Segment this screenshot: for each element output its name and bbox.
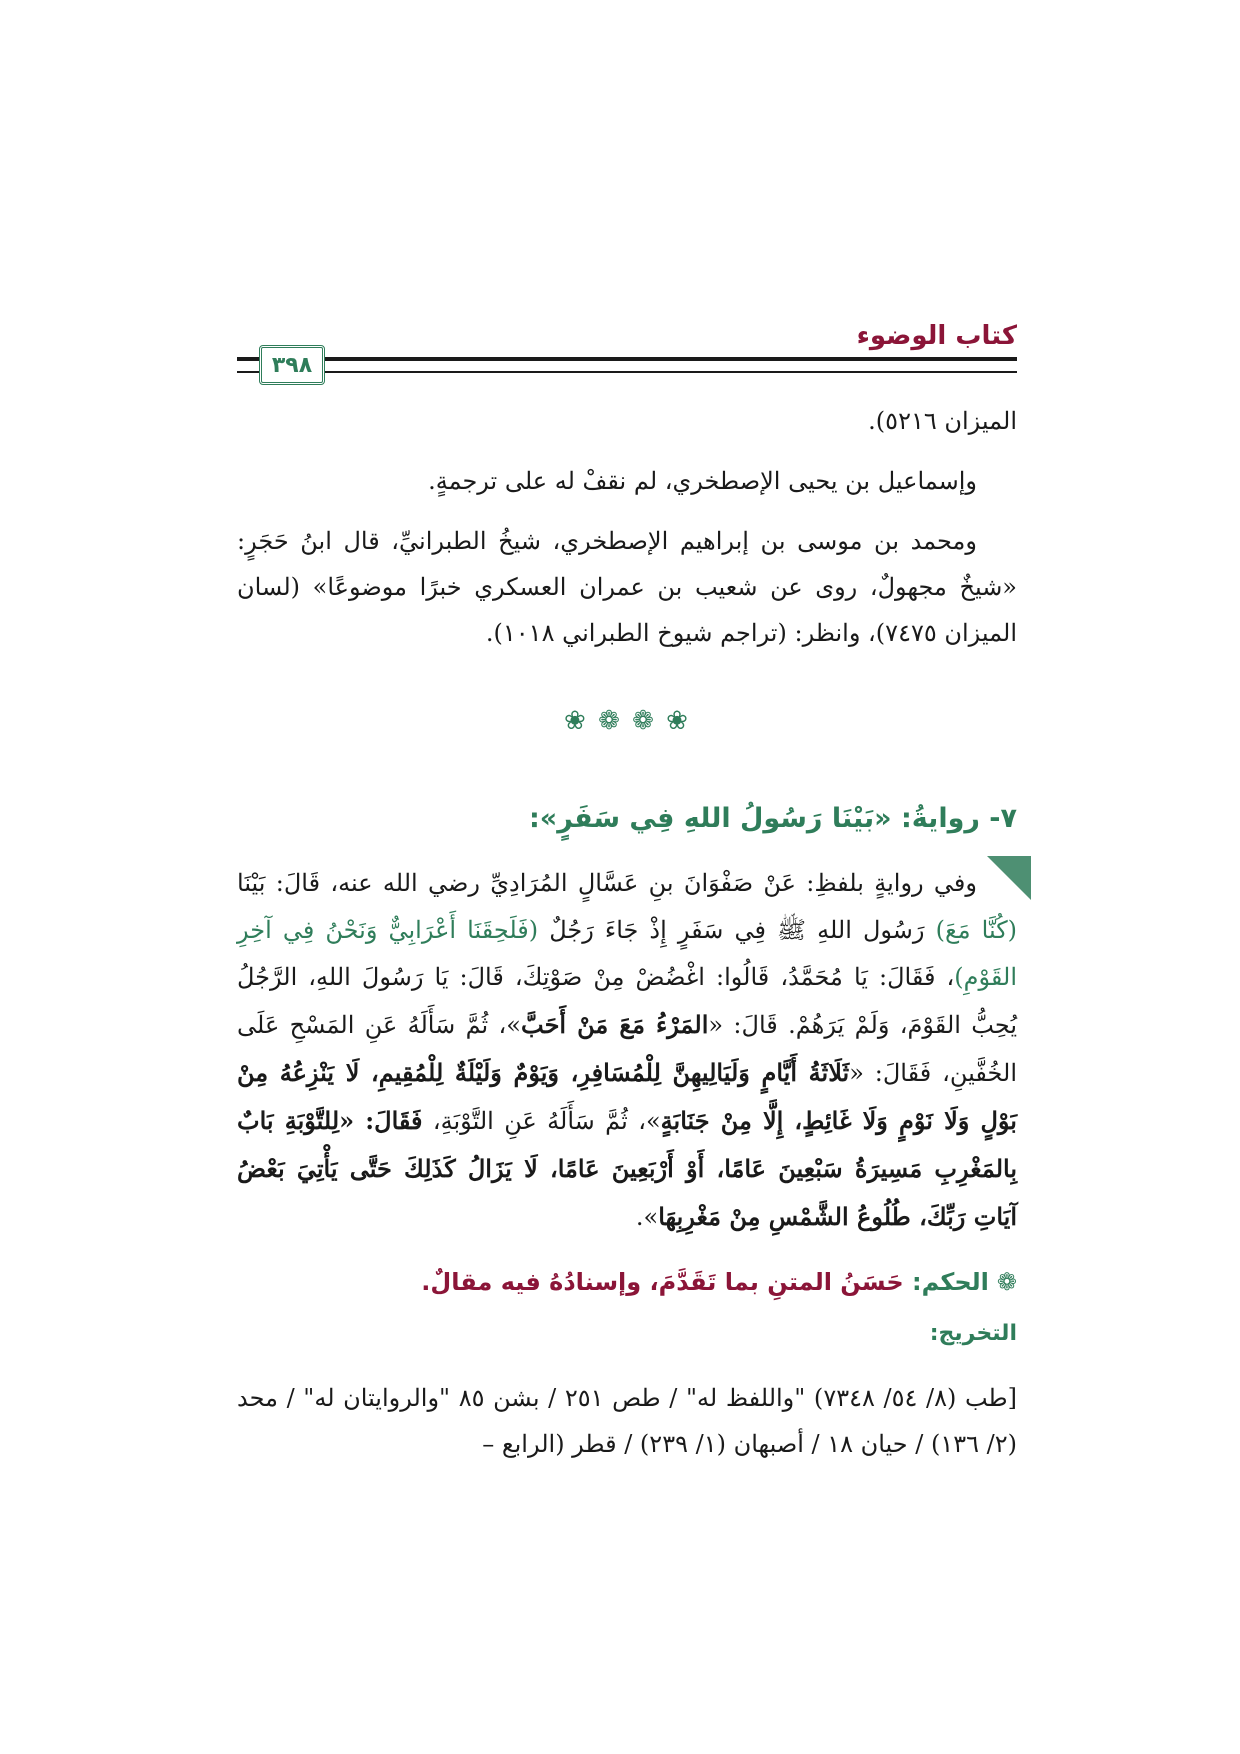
hadith-segment: ، فَقَالَ: يَا مُحَمَّدُ، قَالُوا: اغْضُضْ مِنْ صَوْتِكَ، قَالَ: يَا رَسُولَ اللهِ، الرَّجُلُ يُحِبُّ القَوْمَ، وَلَمْ يَرَهُمْ. قَالَ: « xyxy=(237,963,1018,1039)
hadith-variant: (فَلَحِقَنَا أَعْرَابِيٌّ وَنَحْنُ فِي آخِرِ القَوْمِ) xyxy=(237,916,1017,991)
hadith-segment: »، ثُمَّ سَأَلَهُ عَنِ التَّوْبَةِ، xyxy=(422,1107,661,1135)
hadith-text xyxy=(237,860,1017,1241)
page-number-badge: ٣٩٨ xyxy=(259,345,325,385)
ruling-label: الحكم: xyxy=(911,1268,989,1296)
takhrij-heading: التخريج: xyxy=(929,1321,1017,1346)
hadith-paragraph xyxy=(237,860,1017,1241)
page-content xyxy=(237,398,1017,1467)
prophetic-saying: فَقَالَ: «لِلتَّوْبَةِ بَابٌ بِالمَغْرِبِ مَسِيرَةُ سَبْعِينَ عَامًا، أَوْ أَرْبَعِينَ عَامًا، لَا يَزَالُ كَذَلِكَ حَتَّى يَأْتِيَ بَعْضُ آيَاتِ رَبِّكَ، طُلُوعُ الشَّمْسِ مِنْ مَغْرِبِهَا xyxy=(237,1106,1017,1231)
hadith-segment: وفي روايةٍ بلفظِ: عَنْ صَفْوَانَ بنِ عَسَّالٍ المُرَادِيِّ رضي الله عنه، قَالَ: بَيْنَا xyxy=(237,869,977,897)
ruling xyxy=(237,1259,1017,1305)
prophetic-saying: المَرْءُ مَعَ مَنْ أَحَبَّ xyxy=(521,1010,709,1039)
ruling-text: حَسَنُ المتنِ بما تَقَدَّمَ، وإسنادُهُ فيه مقالٌ. xyxy=(421,1268,912,1296)
flower-icon: ❁ xyxy=(996,1268,1017,1296)
header-divider xyxy=(237,357,1017,373)
takhrij-text: [طب (٨/ ٥٤/ ٧٣٤٨) "واللفظ له" / طص ٢٥١ / بشن ٨٥ "والروايتان له" / محد (٢/ ١٣٦) / حيان ١٨ / أصبهان (١/ ٢٣٩) / قطر (الرابع – xyxy=(237,1384,1018,1458)
hadith-segment: »، ثُمَّ سَأَلَهُ عَنِ المَسْحِ عَلَى الخُفَّينِ، فَقَالَ: « xyxy=(237,1011,1017,1087)
paragraph: وإسماعيل بن يحيى الإصطخري، لم نقفْ له على ترجمةٍ. xyxy=(428,467,977,495)
hadith-segment: رَسُول اللهِ ﷺ فِي سَفَرٍ إِذْ جَاءَ رَجُلٌ xyxy=(538,916,936,944)
paragraph: ومحمد بن موسى بن إبراهيم الإصطخري، شيخُ الطبرانيِّ، قال ابنُ حَجَرٍ: «شيخٌ مجهولٌ، روى عن شعيب بن عمران العسكري خبرًا موضوعًا» (لسان الميزان ٧٤٧٥)، وانظر: (تراجم شيوخ الطبراني ١٠١٨). xyxy=(237,527,1017,647)
page-header xyxy=(237,315,1017,385)
corner-ornament-icon xyxy=(987,856,1031,900)
book-title: كتاب الوضوء xyxy=(856,321,1017,351)
section-heading: ٧- روايةُ: «بَيْنَا رَسُولُ اللهِ فِي سَفَرٍ»: xyxy=(529,803,1017,834)
hadith-segment: ». xyxy=(635,1203,659,1231)
paragraph: الميزان ٥٢١٦). xyxy=(868,407,1017,435)
hadith-variant: (كُنَّا مَعَ) xyxy=(935,916,1017,944)
section-divider-ornament: ❀ ❁ ❁ ❀ xyxy=(564,706,690,736)
prophetic-saying: ثَلَاثَةُ أَيَّامٍ وَلَيَالِيهِنَّ لِلْمُسَافِرِ، وَيَوْمٌ وَلَيْلَةٌ لِلْمُقِيمِ، لَا يَنْزِعُهُ مِنْ بَوْلٍ وَلَا نَوْمٍ وَلَا غَائِطٍ، إِلَّا مِنْ جَنَابَةٍ xyxy=(237,1058,1017,1135)
